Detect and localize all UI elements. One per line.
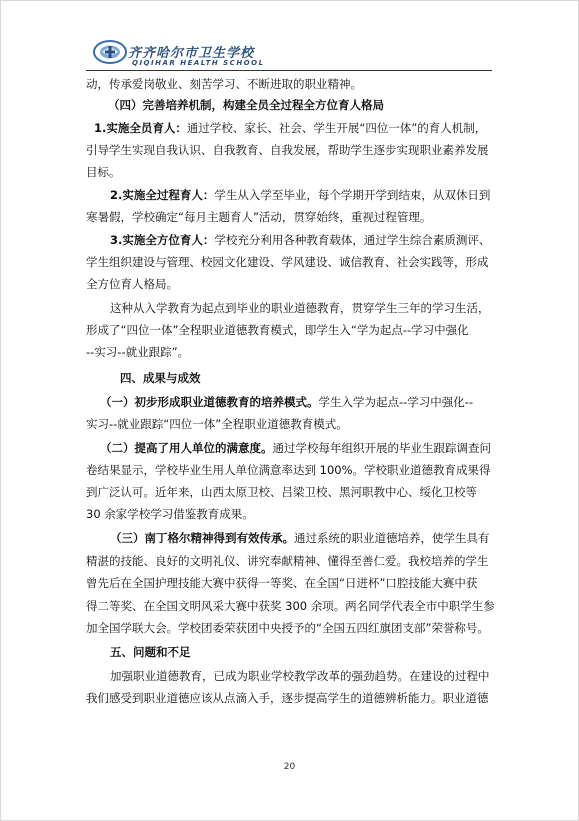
paragraph-line (94, 118, 486, 138)
item-label: （二）提高了用人单位的满意度。 (100, 441, 273, 455)
item-text: 通过学校、家长、社会、学生开展“四位一体”的育人机制， (186, 121, 487, 135)
paragraph-line (100, 438, 491, 458)
item-label: 3.实施全方位育人： (110, 233, 215, 247)
paragraph-line: 卷结果显示，学校毕业生用人单位满意率达到 100%。学校职业道德教育成果得 (86, 463, 491, 477)
paragraph-line: 得二等奖、在全国文明风采大赛中获奖 300 余项。两名同学代表全市中职学生参 (86, 599, 495, 613)
paragraph-line (100, 392, 473, 412)
header-rule (86, 70, 492, 71)
section-heading: 四、成果与成效 (120, 371, 201, 385)
school-logo-icon (92, 38, 128, 66)
paragraph-line: 寒暑假，学校确定“每月主题育人”活动，贯穿始终，重视过程管理。 (86, 210, 432, 224)
item-label: （一）初步形成职业道德教育的培养模式。 (100, 395, 319, 409)
item-label: 1.实施全员育人： (94, 121, 187, 135)
paragraph-line: 全方位育人格局。 (86, 277, 178, 291)
section-heading: 五、问题和不足 (110, 645, 191, 659)
section-heading: （四）完善培养机制，构建全员全过程全方位育人格局 (108, 98, 384, 112)
school-name-cn: 齐齐哈尔市卫生学校 (128, 46, 255, 61)
item-text: 学生从入学至毕业，每个学期开学到结束，从双休日到 (214, 188, 491, 202)
paragraph-line: 到广泛认可。近年来，山西太原卫校、吕梁卫校、黑河职教中心、绥化卫校等 (86, 485, 477, 499)
page-header (92, 36, 502, 72)
paragraph-line: 学生组织建设与管理、校园文化建设、学风建设、诚信教育、社会实践等，形成 (86, 255, 489, 269)
paragraph-line: 加强职业道德教育，已成为职业学校教学改革的强劲趋势。在建设的过程中 (110, 669, 490, 683)
item-text: 学生入学为起点--学习中强化-- (318, 395, 474, 409)
paragraph-line: 引导学生实现自我认识、自我教育、自我发展，帮助学生逐步实现职业素养发展 (86, 143, 489, 157)
item-text: 通过学校每年组织开展的毕业生跟踪调查问 (272, 441, 491, 455)
paragraph-line: 曾先后在全国护理技能大赛中获得一等奖、在全国“日进杯”口腔技能大赛中获 (86, 576, 478, 590)
paragraph-line: 实习--就业跟踪“四位一体”全程职业道德教育模式。 (86, 417, 348, 431)
paragraph-line: 目标。 (86, 165, 121, 179)
paragraph-line (110, 230, 490, 250)
paragraph-line: 精湛的技能、良好的文明礼仪、讲究奉献精神、懂得至善仁爱。我校培养的学生 (86, 554, 489, 568)
paragraph-line (110, 528, 490, 548)
paragraph-line: 30 余家学校学习借鉴教育成果。 (86, 507, 254, 521)
item-text: 学校充分利用各种教育载体，通过学生综合素质测评、 (214, 233, 491, 247)
paragraph-line: 这种从入学教育为起点到毕业的职业道德教育，贯穿学生三年的学习生活， (110, 301, 490, 315)
item-label: （三）南丁格尔精神得到有效传承。 (110, 531, 294, 545)
item-label: 2.实施全过程育人： (110, 188, 215, 202)
paragraph-line: --实习--就业跟踪”。 (86, 345, 190, 359)
school-name-en: QIQIHAR HEALTH SCHOOL (132, 59, 265, 67)
paragraph-line: 动，传承爱岗敬业、刻苦学习、不断进取的职业精神。 (86, 77, 362, 91)
paragraph-line: 形成了“四位一体”全程职业道德教育模式，即学生入“学为起点--学习中强化 (86, 323, 469, 337)
paragraph-line: 加全国学联大会。学校团委荣获团中央授予的“全国五四红旗团支部”荣誉称号。 (86, 621, 489, 635)
item-text: 通过系统的职业道德培养，使学生具有 (294, 531, 490, 545)
paragraph-line: 我们感受到职业道德应该从点滴入手，逐步提高学生的道德辨析能力。职业道德 (86, 691, 489, 705)
page-number: 20 (283, 762, 296, 772)
paragraph-line (110, 185, 490, 205)
